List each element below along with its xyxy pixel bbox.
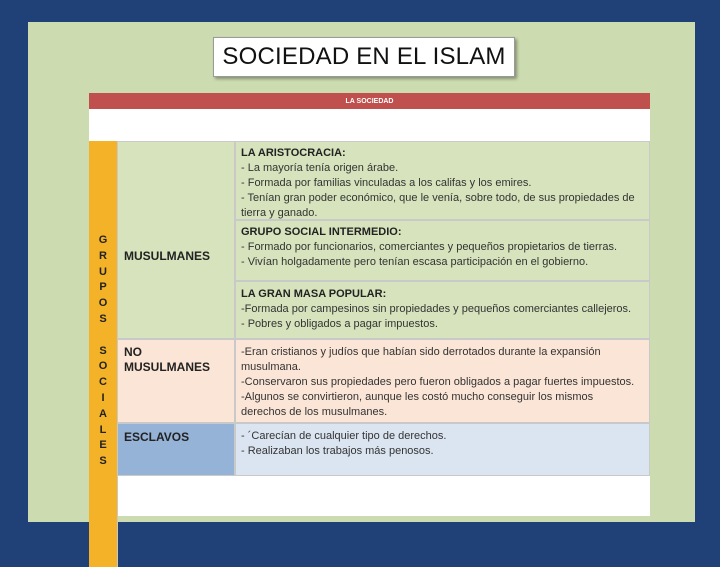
vertical-label <box>89 233 117 470</box>
aristocracia-line: - Formada por familias vinculadas a los califas y los emires. <box>241 177 532 189</box>
vertical-letter: R <box>99 249 107 262</box>
intermedio-line: - Formado por funcionarios, comerciantes y pequeños propietarios de tierras. <box>241 241 618 253</box>
slide-title: SOCIEDAD EN EL ISLAM <box>213 37 515 77</box>
aristocracia-line: - La mayoría tenía origen árabe. <box>241 162 399 174</box>
group-no-musulmanes-cell <box>117 339 235 423</box>
grupos-sociales-strip <box>89 141 118 567</box>
vertical-letter: S <box>99 455 107 468</box>
aristocracia-line: tierra y ganado. <box>241 207 318 219</box>
vertical-letter: A <box>99 407 107 420</box>
group-no-musulmanes-line: NO <box>124 345 142 359</box>
no-musulmanes-desc-cell <box>235 339 650 423</box>
vertical-letter: S <box>99 312 107 325</box>
masa-popular-line: - Pobres y obligados a pagar impuestos. <box>241 318 438 330</box>
vertical-letter: G <box>98 234 108 246</box>
group-no-musulmanes-label <box>124 345 210 375</box>
group-musulmanes-label: MUSULMANES <box>124 249 210 263</box>
masa-popular-title: LA GRAN MASA POPULAR: <box>241 288 387 300</box>
intermedio-title: GRUPO SOCIAL INTERMEDIO: <box>241 226 402 238</box>
group-no-musulmanes-line: MUSULMANES <box>124 360 210 374</box>
esclavos-line: - ´Carecían de cualquier tipo de derechos. <box>241 430 447 442</box>
no-musulmanes-line: musulmana. <box>241 361 301 373</box>
aristocracia-cell <box>235 141 650 220</box>
intermedio-line: - Vivían holgadamente pero tenían escasa participación en el gobierno. <box>241 256 589 268</box>
society-table <box>89 93 650 516</box>
vertical-letter: O <box>98 297 108 310</box>
vertical-letter: S <box>99 344 107 357</box>
aristocracia-title: LA ARISTOCRACIA: <box>241 147 346 159</box>
aristocracia-line: - Tenían gran poder económico, que le venía, sobre todo, de sus propiedades de <box>241 192 635 204</box>
masa-popular-cell <box>235 281 650 339</box>
no-musulmanes-line: -Eran cristianos y judíos que habían sido derrotados durante la expansión <box>241 346 601 358</box>
group-esclavos-label: ESCLAVOS <box>124 430 190 444</box>
no-musulmanes-line: derechos de los musulmanes. <box>241 406 388 418</box>
esclavos-line: - Realizaban los trabajos más penosos. <box>241 445 434 457</box>
vertical-letter: C <box>99 376 107 389</box>
no-musulmanes-line: -Conservaron sus propiedades pero fueron obligados a pagar fuertes impuestos. <box>241 376 635 388</box>
group-musulmanes-cell <box>117 141 235 339</box>
group-esclavos-cell <box>117 423 235 476</box>
intermedio-cell <box>235 220 650 281</box>
vertical-letter: O <box>98 360 108 373</box>
vertical-letter: P <box>99 281 107 294</box>
vertical-letter: L <box>99 423 107 436</box>
vertical-letter: I <box>101 391 105 404</box>
masa-popular-line: -Formada por campesinos sin propiedades y pequeños comerciantes callejeros. <box>241 303 632 315</box>
esclavos-desc-cell <box>235 423 650 476</box>
vertical-letter: E <box>99 439 107 452</box>
vertical-letter: U <box>99 265 107 278</box>
no-musulmanes-line: -Algunos se convirtieron, aunque les costó mucho conseguir los mismos <box>241 391 594 403</box>
table-header: LA SOCIEDAD <box>89 93 650 109</box>
